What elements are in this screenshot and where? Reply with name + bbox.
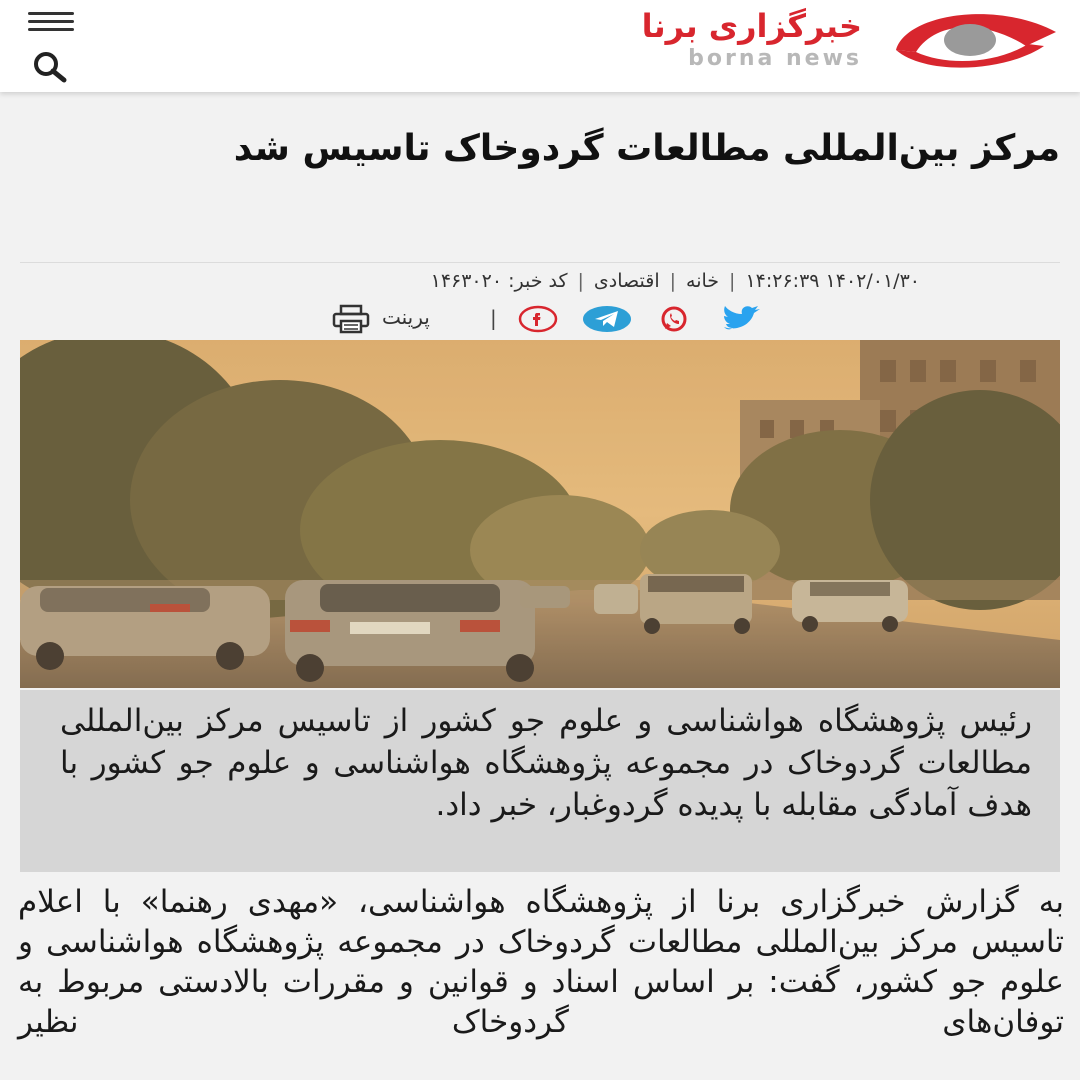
article-datetime: ۱۴۰۲/۰۱/۳۰ ۱۴:۲۶:۳۹ — [745, 270, 920, 292]
borna-logo-icon[interactable] — [876, 6, 1062, 72]
brand-wordmark[interactable] — [622, 6, 862, 76]
article-meta: ۱۴۰۲/۰۱/۳۰ ۱۴:۲۶:۳۹|خانه|اقتصادی|کد خبر: ۱۴۶۳۰۲۰ — [430, 270, 920, 292]
hamburger-menu-icon[interactable] — [28, 12, 74, 32]
share-separator: | — [490, 306, 497, 330]
article-hero-image — [20, 340, 1060, 688]
twitter-icon[interactable] — [720, 305, 764, 333]
article-title: مرکز بین‌المللی مطالعات گردوخاک تاسیس شد — [233, 128, 1060, 169]
brand-name-fa: خبرگزاری برنا — [641, 7, 862, 45]
article-lead: رئیس پژوهشگاه هواشناسی و علوم جو کشور از تاسیس مرکز بین‌المللی مطالعات گردوخاک در مجموعه پژوهشگاه هواشناسی و علوم جو کشور با هدف آمادگی مقابله با پدیده گردوغبار، خبر داد. — [20, 690, 1060, 872]
brand-name-en: borna news — [688, 46, 862, 71]
printer-icon[interactable] — [330, 304, 372, 334]
share-bar — [0, 302, 1080, 336]
article-code-value: ۱۴۶۳۰۲۰ — [430, 270, 503, 292]
telegram-icon[interactable] — [582, 305, 632, 333]
facebook-icon[interactable] — [518, 305, 558, 333]
site-header — [0, 0, 1080, 92]
title-divider — [20, 262, 1060, 263]
article-code-label: کد خبر: — [508, 270, 568, 292]
search-icon[interactable] — [26, 48, 80, 86]
whatsapp-icon[interactable] — [654, 305, 694, 333]
article-body: به گزارش خبرگزاری برنا از پژوهشگاه هواشناسی، «مهدی رهنما» با اعلام تاسیس مرکز بین‌المللی مطالعات گردوخاک در مجموعه پژوهشگاه هواشناسی و علوم جو کشور، گفت: بر اساس اسناد و قوانین و مقررات بالادستی مربوط به توفان‌های گردوخاک نظیر — [18, 884, 1064, 1040]
article-category-link[interactable]: اقتصادی — [593, 270, 660, 292]
breadcrumb-home-link[interactable]: خانه — [686, 270, 720, 292]
print-label[interactable]: پرینت — [382, 305, 430, 329]
